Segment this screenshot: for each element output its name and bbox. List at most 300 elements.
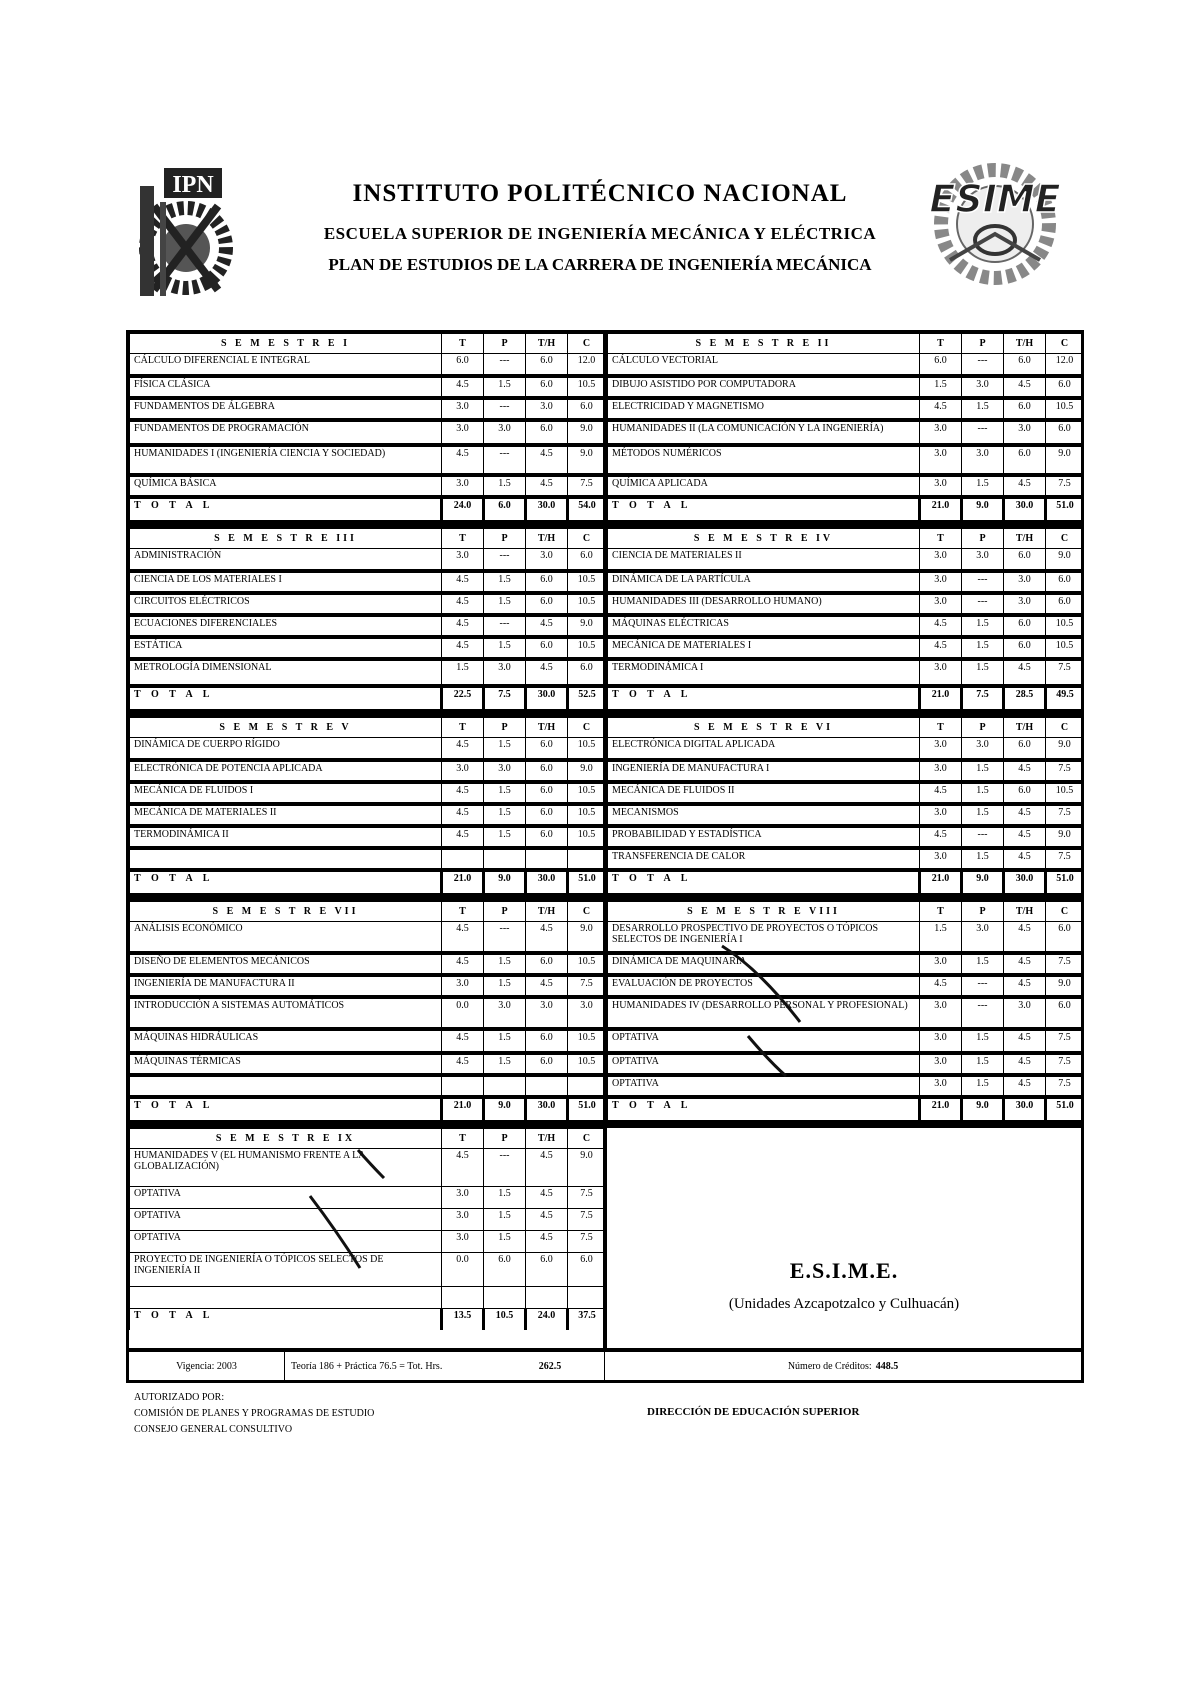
value-th: 6.0 (1004, 615, 1046, 637)
subject-name: MECÁNICA DE MATERIALES II (130, 804, 442, 826)
total-th: 30.0 (526, 870, 568, 895)
value-th: 6.0 (526, 782, 568, 804)
value-th: 6.0 (526, 1029, 568, 1053)
value-t: 4.5 (442, 921, 484, 953)
table-row (608, 593, 1084, 615)
value-t: 3.0 (442, 475, 484, 497)
value-t (442, 1075, 484, 1097)
value-c: 9.0 (568, 1149, 606, 1187)
value-c (568, 848, 606, 870)
value-p: 1.5 (484, 975, 526, 997)
value-c: 7.5 (568, 1231, 606, 1253)
total-p: 9.0 (962, 497, 1004, 522)
total-t: 21.0 (920, 870, 962, 895)
value-c: 6.0 (568, 398, 606, 420)
value-c: 10.5 (1046, 637, 1084, 659)
value-c: 10.5 (568, 738, 606, 760)
table-row (608, 548, 1084, 571)
value-t: 3.0 (920, 997, 962, 1029)
column-header-c: C (568, 334, 606, 354)
value-t: 3.0 (920, 548, 962, 571)
value-th: 6.0 (526, 354, 568, 376)
subject-name: OPTATIVA (608, 1053, 920, 1075)
subject-name: OPTATIVA (608, 1075, 920, 1097)
value-p: 1.5 (962, 1029, 1004, 1053)
value-p: 3.0 (962, 738, 1004, 760)
table-row (130, 637, 606, 659)
school-name: ESCUELA SUPERIOR DE INGENIERÍA MECÁNICA Y ELÉCTRICA (323, 224, 877, 243)
value-c: 6.0 (568, 659, 606, 686)
value-p: --- (484, 1149, 526, 1187)
value-c: 6.0 (568, 548, 606, 571)
value-c: 10.5 (568, 804, 606, 826)
value-t: 4.5 (442, 1053, 484, 1075)
value-t: 3.0 (442, 1187, 484, 1209)
value-th: 6.0 (1004, 548, 1046, 571)
subject-name: CIENCIA DE MATERIALES II (608, 548, 920, 571)
value-c: 9.0 (1046, 548, 1084, 571)
value-p: 1.5 (484, 571, 526, 593)
total-row (130, 497, 606, 522)
authorization-block (134, 1390, 374, 1438)
column-header-p: P (962, 334, 1004, 354)
value-c: 12.0 (568, 354, 606, 376)
value-th: 4.5 (1004, 1075, 1046, 1097)
semester-cell (129, 899, 605, 1127)
semester-cell (605, 715, 1081, 899)
subject-name: INGENIERÍA DE MANUFACTURA II (130, 975, 442, 997)
value-th: 4.5 (1004, 376, 1046, 398)
value-th: 6.0 (526, 804, 568, 826)
total-row (130, 1097, 606, 1122)
value-t: 0.0 (442, 1253, 484, 1287)
total-c: 52.5 (568, 686, 606, 711)
subject-name: ELECTRÓNICA DE POTENCIA APLICADA (130, 760, 442, 782)
semester-table (607, 901, 1084, 1125)
subject-name: MECÁNICA DE FLUIDOS II (608, 782, 920, 804)
value-t: 3.0 (920, 1053, 962, 1075)
value-th: 4.5 (526, 975, 568, 997)
semester-band (129, 333, 1081, 526)
column-header-p: P (484, 901, 526, 921)
total-label: T O T A L (130, 1309, 442, 1331)
total-row (130, 686, 606, 711)
value-c: 9.0 (1046, 975, 1084, 997)
value-c: 7.5 (1046, 659, 1084, 686)
value-t: 4.5 (442, 376, 484, 398)
column-header-th: T/H (1004, 334, 1046, 354)
total-row (608, 1097, 1084, 1122)
column-header-c: C (1046, 718, 1084, 738)
value-p: --- (962, 826, 1004, 848)
value-p: 3.0 (484, 997, 526, 1029)
svg-text:ESIME: ESIME (929, 177, 1061, 221)
value-t (442, 848, 484, 870)
value-th: 6.0 (1004, 354, 1046, 376)
subject-name: DISEÑO DE ELEMENTOS MECÁNICOS (130, 953, 442, 975)
credits-value: 448.5 (875, 1360, 899, 1372)
subject-name: DINÁMICA DE MAQUINARIA (608, 953, 920, 975)
table-row (130, 848, 606, 870)
value-t: 1.5 (442, 659, 484, 686)
value-c: 6.0 (568, 1253, 606, 1287)
subject-name: OPTATIVA (608, 1029, 920, 1053)
esime-subtitle: (Unidades Azcapotzalco y Culhuacán) (728, 1296, 960, 1312)
column-header-th: T/H (526, 528, 568, 548)
column-header-p: P (962, 718, 1004, 738)
value-th: 6.0 (1004, 782, 1046, 804)
value-t: 3.0 (920, 593, 962, 615)
table-row (608, 826, 1084, 848)
value-t: 3.0 (442, 420, 484, 445)
document-header (0, 0, 1200, 330)
table-row (608, 921, 1084, 953)
value-th: 6.0 (1004, 445, 1046, 475)
subject-name: INTRODUCCIÓN A SISTEMAS AUTOMÁTICOS (130, 997, 442, 1029)
total-p: 9.0 (962, 1097, 1004, 1122)
table-row (130, 571, 606, 593)
value-t: 4.5 (442, 1149, 484, 1187)
column-header-th: T/H (526, 1129, 568, 1149)
svg-text:IPN: IPN (172, 172, 214, 198)
value-th: 4.5 (1004, 475, 1046, 497)
subject-name: ESTÁTICA (130, 637, 442, 659)
subject-name: OPTATIVA (130, 1187, 442, 1209)
value-t: 3.0 (920, 659, 962, 686)
value-c: 10.5 (1046, 615, 1084, 637)
value-t: 1.5 (920, 921, 962, 953)
total-p: 7.5 (962, 686, 1004, 711)
subject-name: MECÁNICA DE MATERIALES I (608, 637, 920, 659)
total-p: 9.0 (962, 870, 1004, 895)
value-t: 4.5 (442, 804, 484, 826)
total-label: T O T A L (608, 1097, 920, 1122)
semester-band (129, 1126, 1081, 1348)
semester-title: S E M E S T R E VII (130, 901, 442, 921)
value-th: 4.5 (1004, 953, 1046, 975)
value-t: 4.5 (442, 571, 484, 593)
value-p: 1.5 (962, 848, 1004, 870)
subject-name: CIENCIA DE LOS MATERIALES I (130, 571, 442, 593)
total-row (608, 497, 1084, 522)
esime-logo (920, 160, 1070, 288)
semester-title: S E M E S T R E IV (608, 528, 920, 548)
value-c: 9.0 (568, 921, 606, 953)
total-t: 21.0 (442, 870, 484, 895)
column-header-t: T (920, 901, 962, 921)
value-t: 4.5 (442, 593, 484, 615)
table-row (130, 475, 606, 497)
table-row (130, 782, 606, 804)
table-row (130, 1053, 606, 1075)
subject-name: INGENIERÍA DE MANUFACTURA I (608, 760, 920, 782)
value-t: 4.5 (442, 445, 484, 475)
subject-name (130, 1075, 442, 1097)
value-th: 6.0 (1004, 637, 1046, 659)
table-row (608, 997, 1084, 1029)
value-c: 10.5 (1046, 398, 1084, 420)
value-th: 4.5 (526, 1187, 568, 1209)
value-c: 7.5 (568, 475, 606, 497)
column-header-p: P (484, 528, 526, 548)
semester-title: S E M E S T R E VI (608, 718, 920, 738)
column-header-th: T/H (526, 718, 568, 738)
table-row (608, 975, 1084, 997)
column-header-t: T (442, 334, 484, 354)
value-t: 3.0 (920, 420, 962, 445)
total-th: 30.0 (526, 1097, 568, 1122)
column-header-c: C (1046, 528, 1084, 548)
value-c: 7.5 (1046, 848, 1084, 870)
subject-name: MECANISMOS (608, 804, 920, 826)
value-c: 7.5 (1046, 804, 1084, 826)
value-p: 1.5 (962, 398, 1004, 420)
value-th: 6.0 (526, 1053, 568, 1075)
value-p: 6.0 (484, 1253, 526, 1287)
value-p: 3.0 (962, 376, 1004, 398)
value-p: 1.5 (484, 637, 526, 659)
semester-title: S E M E S T R E V (130, 718, 442, 738)
column-header-p: P (484, 718, 526, 738)
value-c: 10.5 (568, 571, 606, 593)
value-p: 3.0 (484, 760, 526, 782)
total-c: 51.0 (1046, 870, 1084, 895)
value-p: 1.5 (484, 953, 526, 975)
value-th: 3.0 (1004, 997, 1046, 1029)
value-c: 10.5 (568, 1029, 606, 1053)
value-th: 6.0 (526, 953, 568, 975)
subject-name: TRANSFERENCIA DE CALOR (608, 848, 920, 870)
value-c: 6.0 (1046, 376, 1084, 398)
table-row (608, 354, 1084, 376)
value-th: 4.5 (526, 615, 568, 637)
credits (605, 1352, 1081, 1380)
value-p: 1.5 (962, 760, 1004, 782)
value-c: 7.5 (1046, 475, 1084, 497)
subject-name: DESARROLLO PROSPECTIVO DE PROYECTOS O TÓPICOS SELECTOS DE INGENIERÍA I (608, 921, 920, 953)
value-c: 6.0 (1046, 593, 1084, 615)
subject-name: HUMANIDADES II (LA COMUNICACIÓN Y LA INGENIERÍA) (608, 420, 920, 445)
value-t: 3.0 (920, 571, 962, 593)
value-t: 4.5 (442, 738, 484, 760)
total-c: 49.5 (1046, 686, 1084, 711)
semester-cell (605, 1126, 1081, 1348)
subject-name: ADMINISTRACIÓN (130, 548, 442, 571)
value-th: 4.5 (1004, 1053, 1046, 1075)
value-t: 3.0 (442, 760, 484, 782)
value-p: 1.5 (962, 804, 1004, 826)
value-p: --- (962, 420, 1004, 445)
semester-table (129, 901, 606, 1125)
value-c: 10.5 (568, 376, 606, 398)
council: CONSEJO GENERAL CONSULTIVO (134, 1424, 293, 1435)
value-c: 9.0 (1046, 445, 1084, 475)
table-row (130, 760, 606, 782)
value-t: 0.0 (442, 997, 484, 1029)
value-c: 9.0 (1046, 826, 1084, 848)
total-th: 30.0 (526, 497, 568, 522)
subject-name: ELECTRICIDAD Y MAGNETISMO (608, 398, 920, 420)
value-c: 7.5 (1046, 1029, 1084, 1053)
value-p: 1.5 (484, 593, 526, 615)
credits-label: Número de Créditos: (787, 1360, 872, 1372)
authorized-by: AUTORIZADO POR: (134, 1392, 225, 1403)
value-p (484, 1075, 526, 1097)
semester-band (129, 526, 1081, 716)
value-t: 4.5 (920, 615, 962, 637)
semester-table (129, 717, 606, 897)
total-p: 6.0 (484, 497, 526, 522)
column-header-t: T (442, 901, 484, 921)
value-c: 7.5 (1046, 953, 1084, 975)
table-row (608, 782, 1084, 804)
value-p: 1.5 (962, 615, 1004, 637)
value-t: 3.0 (920, 804, 962, 826)
value-p: 3.0 (962, 921, 1004, 953)
value-t: 3.0 (442, 398, 484, 420)
value-t (442, 1287, 484, 1309)
value-t: 3.0 (442, 975, 484, 997)
column-header-th: T/H (526, 334, 568, 354)
semester-cell (129, 715, 605, 899)
total-t: 21.0 (442, 1097, 484, 1122)
total-hours: 262.5 (496, 1352, 605, 1380)
value-th: 6.0 (526, 593, 568, 615)
value-t: 4.5 (920, 398, 962, 420)
table-row (130, 1187, 606, 1209)
subject-name: FUNDAMENTOS DE ÁLGEBRA (130, 398, 442, 420)
value-p: 1.5 (484, 376, 526, 398)
value-p: 1.5 (484, 738, 526, 760)
column-header-t: T (920, 718, 962, 738)
table-row (608, 475, 1084, 497)
value-th: 6.0 (526, 826, 568, 848)
semester-table (129, 528, 606, 714)
total-row (608, 870, 1084, 895)
table-row (130, 398, 606, 420)
value-p: 3.0 (962, 548, 1004, 571)
subject-name: TERMODINÁMICA I (608, 659, 920, 686)
table-row (608, 376, 1084, 398)
table-row (608, 420, 1084, 445)
esime-title: E.S.I.M.E. (789, 1258, 899, 1283)
value-t: 4.5 (442, 637, 484, 659)
table-row (608, 1075, 1084, 1097)
value-c: 10.5 (568, 637, 606, 659)
value-p: --- (484, 921, 526, 953)
total-t: 21.0 (920, 686, 962, 711)
total-label: T O T A L (608, 870, 920, 895)
table-row (130, 1075, 606, 1097)
value-t: 3.0 (920, 738, 962, 760)
value-p: 1.5 (484, 1209, 526, 1231)
value-p: 1.5 (484, 804, 526, 826)
value-th (526, 1075, 568, 1097)
value-p: 3.0 (962, 445, 1004, 475)
subject-name: DINÁMICA DE LA PARTÍCULA (608, 571, 920, 593)
value-p: 3.0 (484, 659, 526, 686)
table-row (608, 1029, 1084, 1053)
value-th: 3.0 (1004, 593, 1046, 615)
table-row (608, 953, 1084, 975)
column-header-t: T (442, 528, 484, 548)
value-p: 1.5 (484, 1029, 526, 1053)
table-row (130, 659, 606, 686)
table-row (130, 593, 606, 615)
total-th: 30.0 (526, 686, 568, 711)
value-th: 4.5 (1004, 760, 1046, 782)
table-row (130, 997, 606, 1029)
value-th: 4.5 (1004, 921, 1046, 953)
value-p: --- (484, 615, 526, 637)
value-c: 7.5 (568, 1187, 606, 1209)
subject-name: ELECTRÓNICA DIGITAL APLICADA (608, 738, 920, 760)
column-header-t: T (442, 718, 484, 738)
total-row (130, 870, 606, 895)
value-c: 7.5 (1046, 1075, 1084, 1097)
value-p: 1.5 (962, 475, 1004, 497)
value-c: 7.5 (1046, 1053, 1084, 1075)
value-th: 4.5 (526, 659, 568, 686)
total-th: 30.0 (1004, 497, 1046, 522)
total-label: T O T A L (608, 686, 920, 711)
semester-cell (605, 333, 1081, 526)
semester-table (129, 333, 606, 524)
value-t: 4.5 (442, 826, 484, 848)
total-t: 22.5 (442, 686, 484, 711)
value-p: 1.5 (484, 1053, 526, 1075)
semester-table (607, 333, 1084, 524)
subject-name: OPTATIVA (130, 1231, 442, 1253)
value-p: --- (484, 354, 526, 376)
total-th: 28.5 (1004, 686, 1046, 711)
subject-name: FUNDAMENTOS DE PROGRAMACIÓN (130, 420, 442, 445)
value-th: 4.5 (526, 1149, 568, 1187)
table-row (130, 738, 606, 760)
value-th: 4.5 (1004, 1029, 1046, 1053)
subject-name: QUÍMICA BÁSICA (130, 475, 442, 497)
value-c: 10.5 (1046, 782, 1084, 804)
value-th: 6.0 (1004, 738, 1046, 760)
table-row (130, 1231, 606, 1253)
value-p: --- (962, 997, 1004, 1029)
column-header-t: T (920, 334, 962, 354)
subject-name: PROBABILIDAD Y ESTADÍSTICA (608, 826, 920, 848)
total-c: 51.0 (568, 870, 606, 895)
table-row (130, 953, 606, 975)
value-t: 3.0 (920, 1029, 962, 1053)
column-header-th: T/H (1004, 901, 1046, 921)
table-row (608, 804, 1084, 826)
total-c: 37.5 (568, 1309, 606, 1331)
value-c: 7.5 (568, 975, 606, 997)
value-p: --- (484, 548, 526, 571)
esime-box (607, 1128, 1081, 1348)
value-p: --- (962, 354, 1004, 376)
table-row (130, 420, 606, 445)
table-row (608, 445, 1084, 475)
subject-name (130, 1287, 442, 1309)
total-label: T O T A L (130, 1097, 442, 1122)
table-row (130, 804, 606, 826)
subject-name: HUMANIDADES V (EL HUMANISMO FRENTE A LA GLOBALIZACIÓN) (130, 1149, 442, 1187)
value-t: 3.0 (920, 760, 962, 782)
value-t: 4.5 (442, 615, 484, 637)
value-p: --- (962, 975, 1004, 997)
semester-title: S E M E S T R E I (130, 334, 442, 354)
value-t: 3.0 (920, 445, 962, 475)
direction-name: DIRECCIÓN DE EDUCACIÓN SUPERIOR (647, 1406, 860, 1418)
